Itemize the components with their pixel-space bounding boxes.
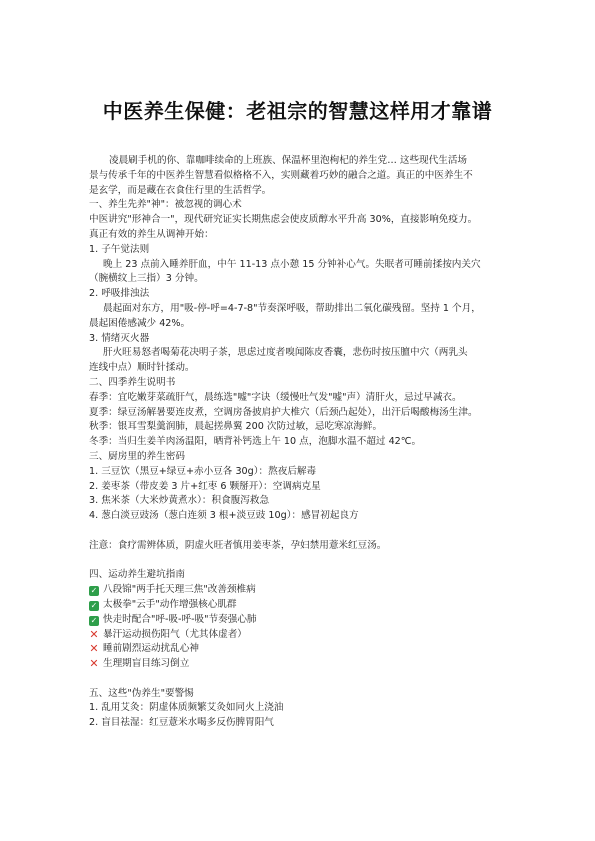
list-item: 4. 葱白淡豆豉汤（葱白连须 3 根+淡豆豉 10g）：感冒初起良方 [89,510,359,522]
list-item-title: 3. 情绪灭火器 [89,332,150,344]
paragraph-line: （腕横纹上三指）3 分钟。 [89,273,204,285]
intro-line: 是玄学，而是藏在衣食住行里的生活哲学。 [89,184,272,196]
season-line-autumn: 秋季：银耳雪梨羹润肺，晨起搓鼻翼 200 次防过敏，忌吃寒凉海鲜。 [89,421,383,433]
section-heading: 二、四季养生说明书 [89,376,176,388]
season-line-spring: 春季：宜吃嫩芽菜疏肝气，晨练选"嘘"字诀（缓慢吐气发"嘘"声）清肝火，忌过早减衣。 [89,391,462,403]
check-icon: ✓ [90,586,98,596]
section-heading: 四、运动养生避坑指南 [89,569,185,581]
section-heading: 三、厨房里的养生密码 [89,450,185,462]
cross-icon: ✕ [89,657,99,671]
cross-icon: ✕ [89,627,99,641]
check-icon: ✓ [90,600,98,610]
list-item: 1. 三豆饮（黑豆+绿豆+赤小豆各 30g）：熬夜后解毒 [89,465,317,477]
list-item: 2. 盲目祛湿：红豆薏米水喝多反伤脾胃阳气 [89,717,274,729]
list-item-title: 2. 呼吸排浊法 [89,288,150,300]
list-item-title: 1. 子午觉法则 [89,243,150,255]
dont-item: ✕ 暴汗运动损伤阳气（尤其体虚者） [89,627,247,641]
article-body [89,154,507,731]
spacer [89,672,507,687]
intro-line: 凌晨刷手机的你、靠咖啡续命的上班族、保温杯里泡枸杞的养生党… 这些现代生活场 [109,155,468,166]
spacer [89,554,507,569]
cross-icon: ✕ [89,642,99,656]
paragraph-line: 晨起困倦感减少 42%。 [89,317,191,329]
list-item: 2. 姜枣茶（带皮姜 3 片+红枣 6 颗掰开）：空调病克星 [89,480,321,492]
section-heading: 一、养生先养"神"：被忽视的调心术 [89,199,242,211]
list-item: 3. 焦米茶（大米炒黄煮水）：积食腹泻救急 [89,495,270,507]
paragraph-line: 中医讲究"形神合一"，现代研究证实长期焦虑会使皮质醇水平升高 30%，直接影响免疫力。 [89,214,478,226]
paragraph-line: 晚上 23 点前入睡养肝血，中午 11-13 点小憩 15 分钟补心气。失眠者可睡前揉按内关穴 [103,258,481,270]
dont-item: ✕ 睡前剧烈运动扰乱心神 [89,642,199,656]
do-item: ✓ 八段锦"两手托天理三焦"改善颈椎病 [90,584,256,596]
list-item: 1. 乱用艾灸：阴虚体质频繁艾灸如同火上浇油 [89,702,284,714]
page-title: 中医养生保健：老祖宗的智慧这样用才靠谱 [102,99,493,123]
paragraph-line: 肝火旺易怒者喝菊花决明子茶，思虑过度者嗅闻陈皮香囊，悲伤时按压膻中穴（两乳头 [103,347,468,359]
paragraph-line: 连线中点）顺时针揉动。 [89,362,195,374]
do-item: ✓ 太极拳"云手"动作增强核心肌群 [90,598,237,610]
season-line-summer: 夏季：绿豆汤解暑要连皮煮，空调房备披肩护大椎穴（后颈凸起处），出汗后喝酸梅汤生津。 [89,406,478,418]
paragraph-line: 真正有效的养生从调神开始： [89,228,214,240]
spacer [89,524,507,539]
season-line-winter: 冬季：当归生姜羊肉汤温阳，晒背补钙选上午 10 点，泡脚水温不超过 42℃。 [89,436,422,448]
note-line: 注意：食疗需辨体质，阴虚火旺者慎用姜枣茶，孕妇禁用薏米红豆汤。 [89,539,387,551]
paragraph-line: 晨起面对东方，用"吸-停-呼=4-7-8"节奏深呼吸，帮助排出二氧化碳残留。坚持 1 个月， [103,302,481,314]
do-item: ✓ 快走时配合"呼-吸-呼-吸"节奏强心肺 [90,613,257,625]
dont-item: ✕ 生理期盲目练习倒立 [89,657,190,671]
section-heading: 五、这些"伪养生"要警惕 [89,687,194,699]
intro-line: 景与传承千年的中医养生智慧看似格格不入，实则藏着巧妙的融合之道。真正的中医养生不 [89,169,473,181]
check-icon: ✓ [90,615,98,625]
